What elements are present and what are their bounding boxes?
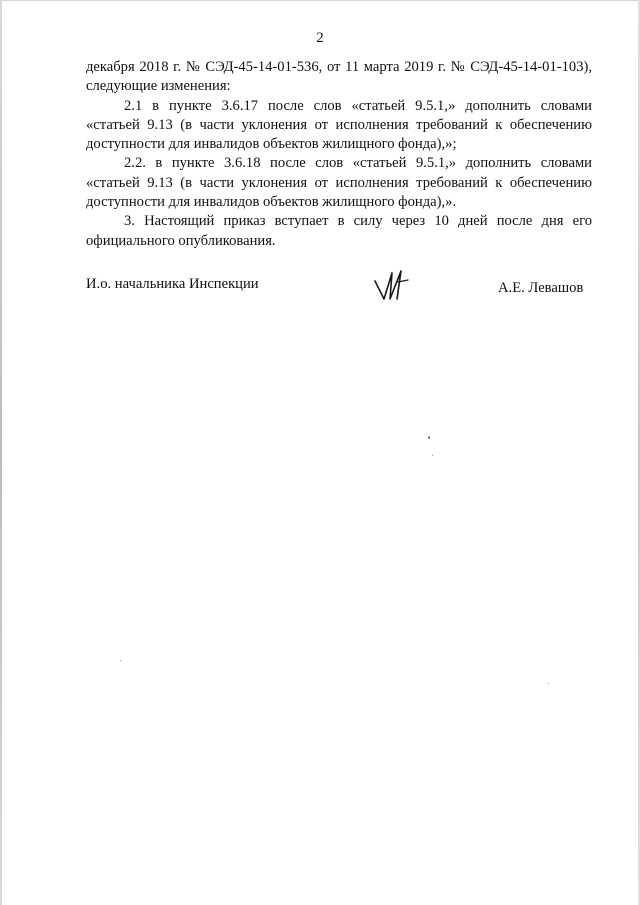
paragraph-item-2-2: 2.2. в пункте 3.6.18 после слов «статьей 9.5.1,» дополнить словами «статьей 9.13 (в части уклонения от исполнения требований к обеспечению доступности для инвалидов объектов жилищного фонда),». <box>86 155 592 211</box>
scan-speck <box>548 683 549 684</box>
scan-speck <box>120 660 121 661</box>
paragraph-item-3: 3. Настоящий приказ вступает в силу через 10 дней после дня его официального опубликования. <box>86 213 592 249</box>
scan-edge-top <box>0 0 640 1</box>
signatory-position: И.о. начальника Инспекции <box>86 276 259 292</box>
scan-edge-left <box>0 0 2 905</box>
document-body <box>86 58 592 251</box>
signatory-name: А.Е. Левашов <box>498 280 584 296</box>
paragraph-item-2-1: 2.1 в пункте 3.6.17 после слов «статьей 9.5.1,» дополнить словами «статьей 9.13 (в части уклонения от исполнения требований к обеспечению доступности для инвалидов объектов жилищного фонда),»; <box>86 97 592 153</box>
scan-speck <box>432 455 433 456</box>
scan-speck <box>428 436 430 439</box>
paragraph-continuation: декабря 2018 г. № СЭД-45-14-01-536, от 11 марта 2019 г. № СЭД-45-14-01-103), следующие изменения: <box>86 59 592 95</box>
page-number: 2 <box>316 30 324 46</box>
handwritten-signature-icon <box>372 268 416 304</box>
